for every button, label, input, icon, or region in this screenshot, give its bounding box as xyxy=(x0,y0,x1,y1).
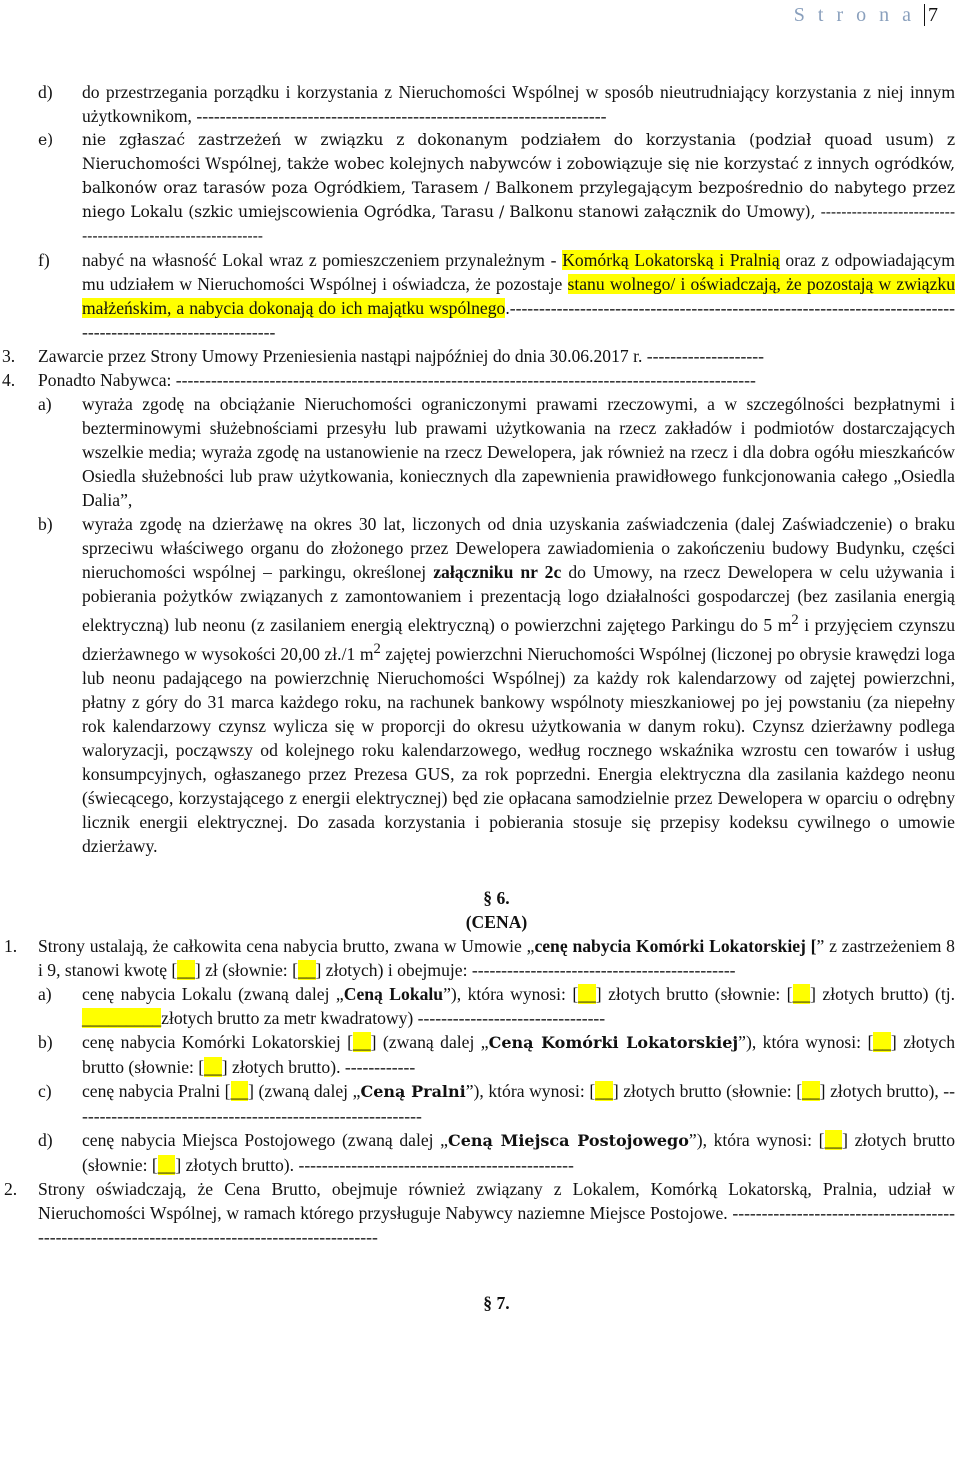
clause-text: cenę nabycia Miejsca Postojowego (zwaną dalej „ xyxy=(82,1129,448,1150)
paragraph-number: 2. xyxy=(4,1178,18,1199)
clause-text: ] (zwaną dalej „ xyxy=(248,1080,361,1101)
clause-e xyxy=(0,128,955,248)
clause-label: d) xyxy=(38,82,53,102)
page-number: 7 xyxy=(924,4,938,26)
clause-text: ] złotych brutto (słownie: [ xyxy=(595,983,793,1004)
document-body xyxy=(0,80,955,1315)
blank-field: __ xyxy=(157,1154,176,1175)
clause-text: .------------------------------------------------------------------------------------------------------------- xyxy=(82,298,955,342)
bold-text: załączniku nr 2c xyxy=(433,562,562,582)
bold-text: Ceną Pralni xyxy=(360,1081,466,1101)
clause-f xyxy=(0,248,955,344)
clause-label: a) xyxy=(38,394,52,414)
paragraph-text: ” z zastrzeżeniem 8 i 9, stanowi kwotę [ xyxy=(38,935,955,980)
blank-field: __ xyxy=(595,1080,613,1101)
clause-text: ”), która wynosi: [ xyxy=(688,1129,825,1150)
clause-text: do przestrzegania porządku i korzystania z Nieruchomości Wspólnej w sposób nieutrudniający korzystania z niej innym użytkownikom, ---------------------------------------------------------------------- xyxy=(82,82,955,126)
section-6-point-1 xyxy=(0,934,955,982)
clause-text: wyraża zgodę na obciążanie Nieruchomości ograniczonymi prawami rzeczowymi, a w szczególności bezpłatnymi i bezterminowymi służebnościami przesyłu lub prawami użytkowania na rzecz zakładów i podmiotów dostarczających wszelkie media; wyraża zgodę na ustanowienie na rzecz Dewelopera, jak również na rzecz i dla dobra ogółu mieszkańców Osiedla służebności lub praw użytkowania, koniecznych dla zapewnienia prawidłowego funkcjonowania całego „Osiedla Dalia”, xyxy=(82,394,955,510)
clause-6d xyxy=(0,1128,955,1177)
clause-text: nabyć na własność Lokal wraz z pomieszczeniem przynależnym - xyxy=(82,250,563,270)
section-6-point-2 xyxy=(0,1177,955,1249)
clause-6c xyxy=(0,1079,955,1128)
paragraph-text: Strony oświadczają, że Cena Brutto, obejmuje również związany z Lokalem, Komórką Lokatorską, Pralnia, udział w Nieruchomości Wspólnej, w ramach którego przysługuje Nabywcy naziemne Miejsce Postojowe. ------------------------------------------------------------------------------------------------ xyxy=(38,1178,955,1247)
blank-field: _________ xyxy=(82,1007,162,1028)
section-7-heading: § 7. xyxy=(483,1292,510,1313)
clause-text: ] złotych brutto) (tj. xyxy=(810,983,956,1004)
blank-field: __ xyxy=(230,1080,249,1101)
paragraph-number: 4. xyxy=(2,370,16,390)
paragraph-text: Zawarcie przez Strony Umowy Przeniesienia nastąpi najpóźniej do dnia 30.06.2017 r. -------------------- xyxy=(38,346,764,366)
bold-text: cenę nabycia Komórki Lokatorskiej [ xyxy=(534,935,817,956)
paragraph-text: Strony ustalają, że całkowita cena nabycia brutto, zwana w Umowie „ xyxy=(38,935,535,956)
clause-label: e) xyxy=(38,131,54,149)
paragraph-number: 1. xyxy=(4,935,18,956)
clause-text: złotych brutto za metr kwadratowy) -------------------------------- xyxy=(161,1007,606,1028)
paragraph-text: Ponadto Nabywca: --------------------------------------------------------------------------------------------------- xyxy=(38,370,756,390)
clause-text: cenę nabycia Pralni [ xyxy=(82,1080,231,1101)
paragraph-number: 3. xyxy=(2,346,16,366)
page-word: S t r o n a xyxy=(793,4,915,26)
section-6-heading: § 6. xyxy=(483,887,510,908)
clause-text: ”), która wynosi: [ xyxy=(443,983,579,1004)
clause-label: b) xyxy=(38,1031,53,1052)
blank-field: __ xyxy=(353,1031,371,1052)
clause-label: b) xyxy=(38,514,53,534)
clause-text: ] złotych brutto (słownie: [ xyxy=(612,1080,803,1101)
blank-field: __ xyxy=(824,1129,843,1150)
paragraph-4 xyxy=(0,368,955,392)
section-6-title: (CENA) xyxy=(465,911,528,932)
clause-text: i przyjęciem czynszu dzierżawnego w wysokości 20,00 zł./1 m xyxy=(82,614,955,664)
clause-6a xyxy=(0,982,955,1030)
clause-text: cenę nabycia Lokalu (zwaną dalej „ xyxy=(82,983,344,1004)
highlight-text: Komórką Lokatorską i Pralnią xyxy=(562,250,780,270)
clause-text: wyraża zgodę na dzierżawę na okres 30 lat, liczonych od dnia uzyskania zaświadczenia (dalej Zaświadczenie) o braku sprzeciwu właściwego organu do złożonego przez Dewelopera zawiadomienia o zakończeniu budowy Budynku, części nieruchomości wspólnej – parkingu, określonej xyxy=(82,514,955,582)
blank-field: __ xyxy=(177,959,195,980)
bold-text: Ceną Lokalu xyxy=(343,983,444,1004)
clause-text: ] (zwaną dalej „ xyxy=(370,1031,489,1052)
superscript: 2 xyxy=(373,640,381,657)
highlight-text: stanu wolnego/ i oświadczają, że pozostają w związku małżeńskim, a nabycia dokonają do ich majątku wspólnego xyxy=(82,274,955,318)
clause-text: ”), która wynosi: [ xyxy=(738,1031,874,1052)
clause-label: d) xyxy=(38,1129,53,1150)
blank-field: __ xyxy=(873,1031,891,1052)
blank-field: __ xyxy=(204,1056,222,1077)
blank-field: __ xyxy=(297,959,316,980)
clause-text: ] złotych brutto). ------------ xyxy=(221,1056,416,1077)
clause-text: ] złotych brutto), ------------------------------------------------------------ xyxy=(82,1080,956,1126)
clause-text: zajętej powierzchni Nieruchomości Wspólnej (liczonej po obrysie krawędzi loga lub neonu padającego na powierzchnię Nieruchomości Wspólnej) za każdy rok kalendarzowy od zajętej powierzchni, płatny z góry do 31 marca każdego roku, na rachunek bankowy wspólnoty mieszkaniowej po jej powstaniu (za niepełny rok kalendarzowy czynsz wylicza się w proporcji do okresu użytkowania w danym roku). Czynsz dzierżawny podlega waloryzacji, począwszy od kolejnego roku kalendarzowego, według rocznego wskaźnika wzrostu cen towarów i usług konsumpcyjnych, ogłaszanego przez Prezesa GUS, za rok poprzedni. Energia elektryczna dla zasilania każdego neonu (świecącego, korzystającego z energii elektrycznej) będ zie opłacana samodzielnie przez Dewelopera w oparciu o odrębny licznik energii elektrycznej. Do zasada korzystania i pobierania stosuje się przepisy kodeksu cywilnego o umowie dzierżawy. xyxy=(82,643,956,856)
clause-4a xyxy=(0,392,955,512)
bold-text: Ceną Komórki Lokatorskiej xyxy=(488,1032,739,1052)
clause-text: ] złotych brutto (słownie: [ xyxy=(82,1129,956,1175)
clause-text: ”), która wynosi: [ xyxy=(465,1080,596,1101)
blank-field: __ xyxy=(578,983,596,1004)
clause-text: ] złotych brutto). ----------------------------------------------- xyxy=(175,1154,574,1175)
clause-d xyxy=(0,80,955,128)
paragraph-text: ] zł (słownie: [ xyxy=(194,959,298,980)
clause-text: do Umowy, na rzecz Dewelopera w celu używania i pobierania pożytków związanych z zamontowaniem i prezentacją logo działalności gospodarczej (bez zasilania energią elektryczną) lub neonu (z zasilaniem energią elektryczną) o powierzchni zajętego Parkingu do 5 m xyxy=(82,562,955,635)
clause-text: nie zgłaszać zastrzeżeń w związku z dokonanym podziałem do korzystania (podział quoad usum) z Nieruchomości Wspólnej, także wobec kolejnych nabywców i zobowiązuje się nie korzystać z innych ogródków, balkonów oraz tarasów poza Ogródkiem, Tarasem / Balkonem przylegającym bezpośrednio do nabytego przez niego Lokalu (szkic umiejscowienia Ogródka, Tarasu / Balkonu stanowi załącznik do Umowy), ------------------------------------------------------------- xyxy=(82,131,955,245)
blank-field: __ xyxy=(802,1080,820,1101)
clause-label: f) xyxy=(38,250,50,270)
clause-4b xyxy=(0,512,955,858)
paragraph-text: ] złotych) i obejmuje: --------------------------------------------- xyxy=(315,959,736,980)
blank-field: __ xyxy=(792,983,811,1004)
page-header xyxy=(794,4,938,27)
clause-text: oraz z odpowiadającym mu udziałem w Nieruchomości Wspólnej i oświadcza, że pozostaje xyxy=(82,250,955,294)
clause-text: cenę nabycia Komórki Lokatorskiej [ xyxy=(82,1031,354,1052)
superscript: 2 xyxy=(791,612,799,628)
bold-text: Ceną Miejsca Postojowego xyxy=(447,1130,689,1150)
paragraph-3 xyxy=(0,344,955,368)
clause-label: a) xyxy=(38,983,52,1004)
clause-label: c) xyxy=(38,1080,52,1101)
clause-6b xyxy=(0,1030,955,1079)
clause-text: ] złotych brutto (słownie: [ xyxy=(82,1031,955,1077)
